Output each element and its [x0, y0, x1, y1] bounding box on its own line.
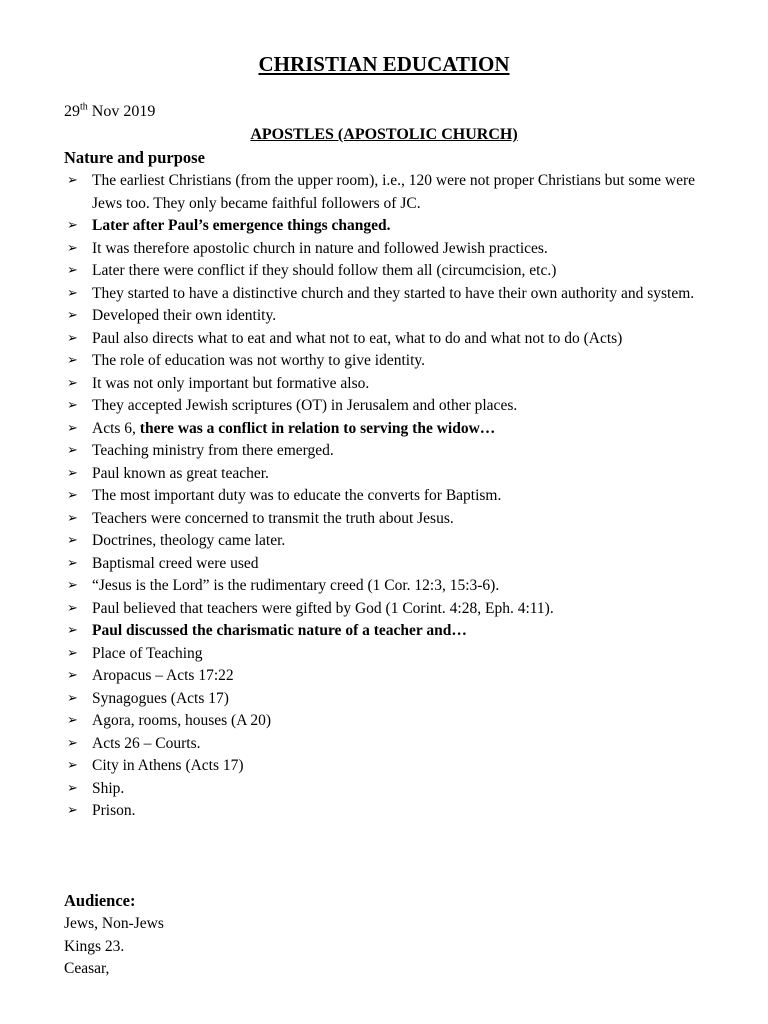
bullet-list [64, 170, 714, 823]
list-item-text: City in Athens (Acts 17) [92, 757, 244, 774]
list-item [64, 283, 714, 306]
list-item-text: “Jesus is the Lord” is the rudimentary creed (1 Cor. 12:3, 15:3-6). [92, 577, 500, 594]
arrow-bullet-icon: ➢ [67, 398, 78, 413]
arrow-bullet-icon: ➢ [67, 713, 78, 728]
date-rest: Nov 2019 [87, 103, 156, 120]
arrow-bullet-icon: ➢ [67, 510, 78, 526]
list-item [64, 170, 714, 215]
list-item [64, 373, 714, 396]
list-item-text: Paul discussed the charismatic nature of a teacher and… [92, 622, 467, 639]
list-item-text: It was therefore apostolic church in nature and followed Jewish practices. [92, 239, 548, 257]
arrow-bullet-icon: ➢ [67, 735, 78, 751]
list-item [64, 553, 714, 576]
arrow-bullet-icon: ➢ [67, 758, 78, 773]
list-item [64, 755, 714, 778]
list-item [64, 688, 714, 711]
list-item-prefix: Acts 6, [92, 419, 140, 437]
list-item [64, 598, 714, 621]
arrow-bullet-icon: ➢ [67, 420, 78, 436]
list-item [64, 485, 714, 508]
arrow-bullet-icon: ➢ [67, 308, 78, 323]
arrow-bullet-icon: ➢ [67, 263, 78, 278]
list-item-text: Paul believed that teachers were gifted by God (1 Corint. 4:28, Eph. 4:11). [92, 599, 554, 617]
list-item [64, 620, 714, 643]
list-item [64, 733, 714, 756]
date-day: 29 [64, 103, 80, 120]
date-suffix: th [80, 101, 88, 113]
list-item-text: Developed their own identity. [92, 307, 277, 324]
list-item-text: Teaching ministry from there emerged. [92, 442, 334, 459]
list-item [64, 305, 714, 328]
list-item-text: Aropacus – Acts 17:22 [92, 667, 234, 684]
arrow-bullet-icon: ➢ [67, 465, 78, 481]
list-item [64, 238, 714, 261]
arrow-bullet-icon: ➢ [67, 375, 78, 391]
document-date [64, 103, 155, 121]
list-item [64, 260, 714, 283]
nature-purpose-heading: Nature and purpose [64, 148, 205, 167]
list-item-text: They accepted Jewish scriptures (OT) in Jerusalem and other places. [92, 397, 518, 414]
list-item-text: Later after Paul’s emergence things changed. [92, 217, 391, 234]
list-item-text: The most important duty was to educate the converts for Baptism. [92, 487, 502, 504]
arrow-bullet-icon: ➢ [67, 555, 78, 571]
list-item [64, 778, 714, 801]
list-item-text: Agora, rooms, houses (A 20) [92, 712, 272, 729]
arrow-bullet-icon: ➢ [67, 240, 78, 256]
list-item [64, 508, 714, 531]
list-item-text: They started to have a distinctive church and they started to have their own authority and system. [92, 284, 695, 302]
arrow-bullet-icon: ➢ [67, 218, 78, 233]
list-item [64, 350, 714, 373]
arrow-bullet-icon: ➢ [67, 645, 78, 661]
list-item [64, 665, 714, 688]
list-item [64, 575, 714, 598]
arrow-bullet-icon: ➢ [67, 623, 78, 638]
audience-list [64, 913, 164, 981]
list-item [64, 395, 714, 418]
arrow-bullet-icon: ➢ [67, 533, 78, 548]
arrow-bullet-icon: ➢ [67, 285, 78, 301]
arrow-bullet-icon: ➢ [67, 173, 78, 188]
list-item [64, 418, 714, 441]
list-item-text: Acts 26 – Courts. [92, 734, 201, 752]
list-item-text: Prison. [92, 802, 136, 819]
audience-item: Jews, Non-Jews [64, 915, 164, 932]
arrow-bullet-icon: ➢ [67, 668, 78, 683]
arrow-bullet-icon: ➢ [67, 330, 78, 346]
list-item-text: Paul known as great teacher. [92, 464, 269, 482]
list-item [64, 215, 714, 238]
list-item [64, 463, 714, 486]
section-title: APOSTLES (APOSTOLIC CHURCH) [250, 126, 518, 143]
list-item [64, 800, 714, 823]
list-item [64, 440, 714, 463]
list-item-text: Place of Teaching [92, 644, 203, 662]
list-item-text: Paul also directs what to eat and what not to eat, what to do and what not to do (Acts) [92, 329, 623, 347]
arrow-bullet-icon: ➢ [67, 780, 78, 796]
arrow-bullet-icon: ➢ [67, 690, 78, 706]
list-item-text: The earliest Christians (from the upper room), i.e., 120 were not proper Christians but some were Jews too. They only became faithful followers of JC. [92, 172, 696, 212]
arrow-bullet-icon: ➢ [67, 443, 78, 458]
audience-item: Ceasar, [64, 960, 110, 977]
list-item-text: Synagogues (Acts 17) [92, 689, 229, 707]
list-item [64, 328, 714, 351]
audience-item: Kings 23. [64, 937, 125, 955]
list-item-text: Ship. [92, 779, 125, 797]
list-item [64, 710, 714, 733]
list-item-text [92, 420, 495, 437]
list-item-text: The role of education was not worthy to give identity. [92, 352, 426, 369]
document-title: CHRISTIAN EDUCATION [258, 52, 510, 76]
list-item-bold-text: there was a conflict in relation to serving the widow… [139, 419, 496, 437]
audience-heading: Audience: [64, 891, 136, 910]
list-item-text: Baptismal creed were used [92, 554, 259, 572]
list-item-text: Doctrines, theology came later. [92, 532, 286, 549]
arrow-bullet-icon: ➢ [67, 600, 78, 616]
list-item [64, 530, 714, 553]
list-item-text: Teachers were concerned to transmit the truth about Jesus. [92, 509, 454, 527]
list-item-text: Later there were conflict if they should follow them all (circumcision, etc.) [92, 262, 557, 279]
arrow-bullet-icon: ➢ [67, 803, 78, 818]
arrow-bullet-icon: ➢ [67, 578, 78, 593]
arrow-bullet-icon: ➢ [67, 353, 78, 368]
arrow-bullet-icon: ➢ [67, 488, 78, 503]
list-item [64, 643, 714, 666]
list-item-text: It was not only important but formative also. [92, 374, 370, 392]
